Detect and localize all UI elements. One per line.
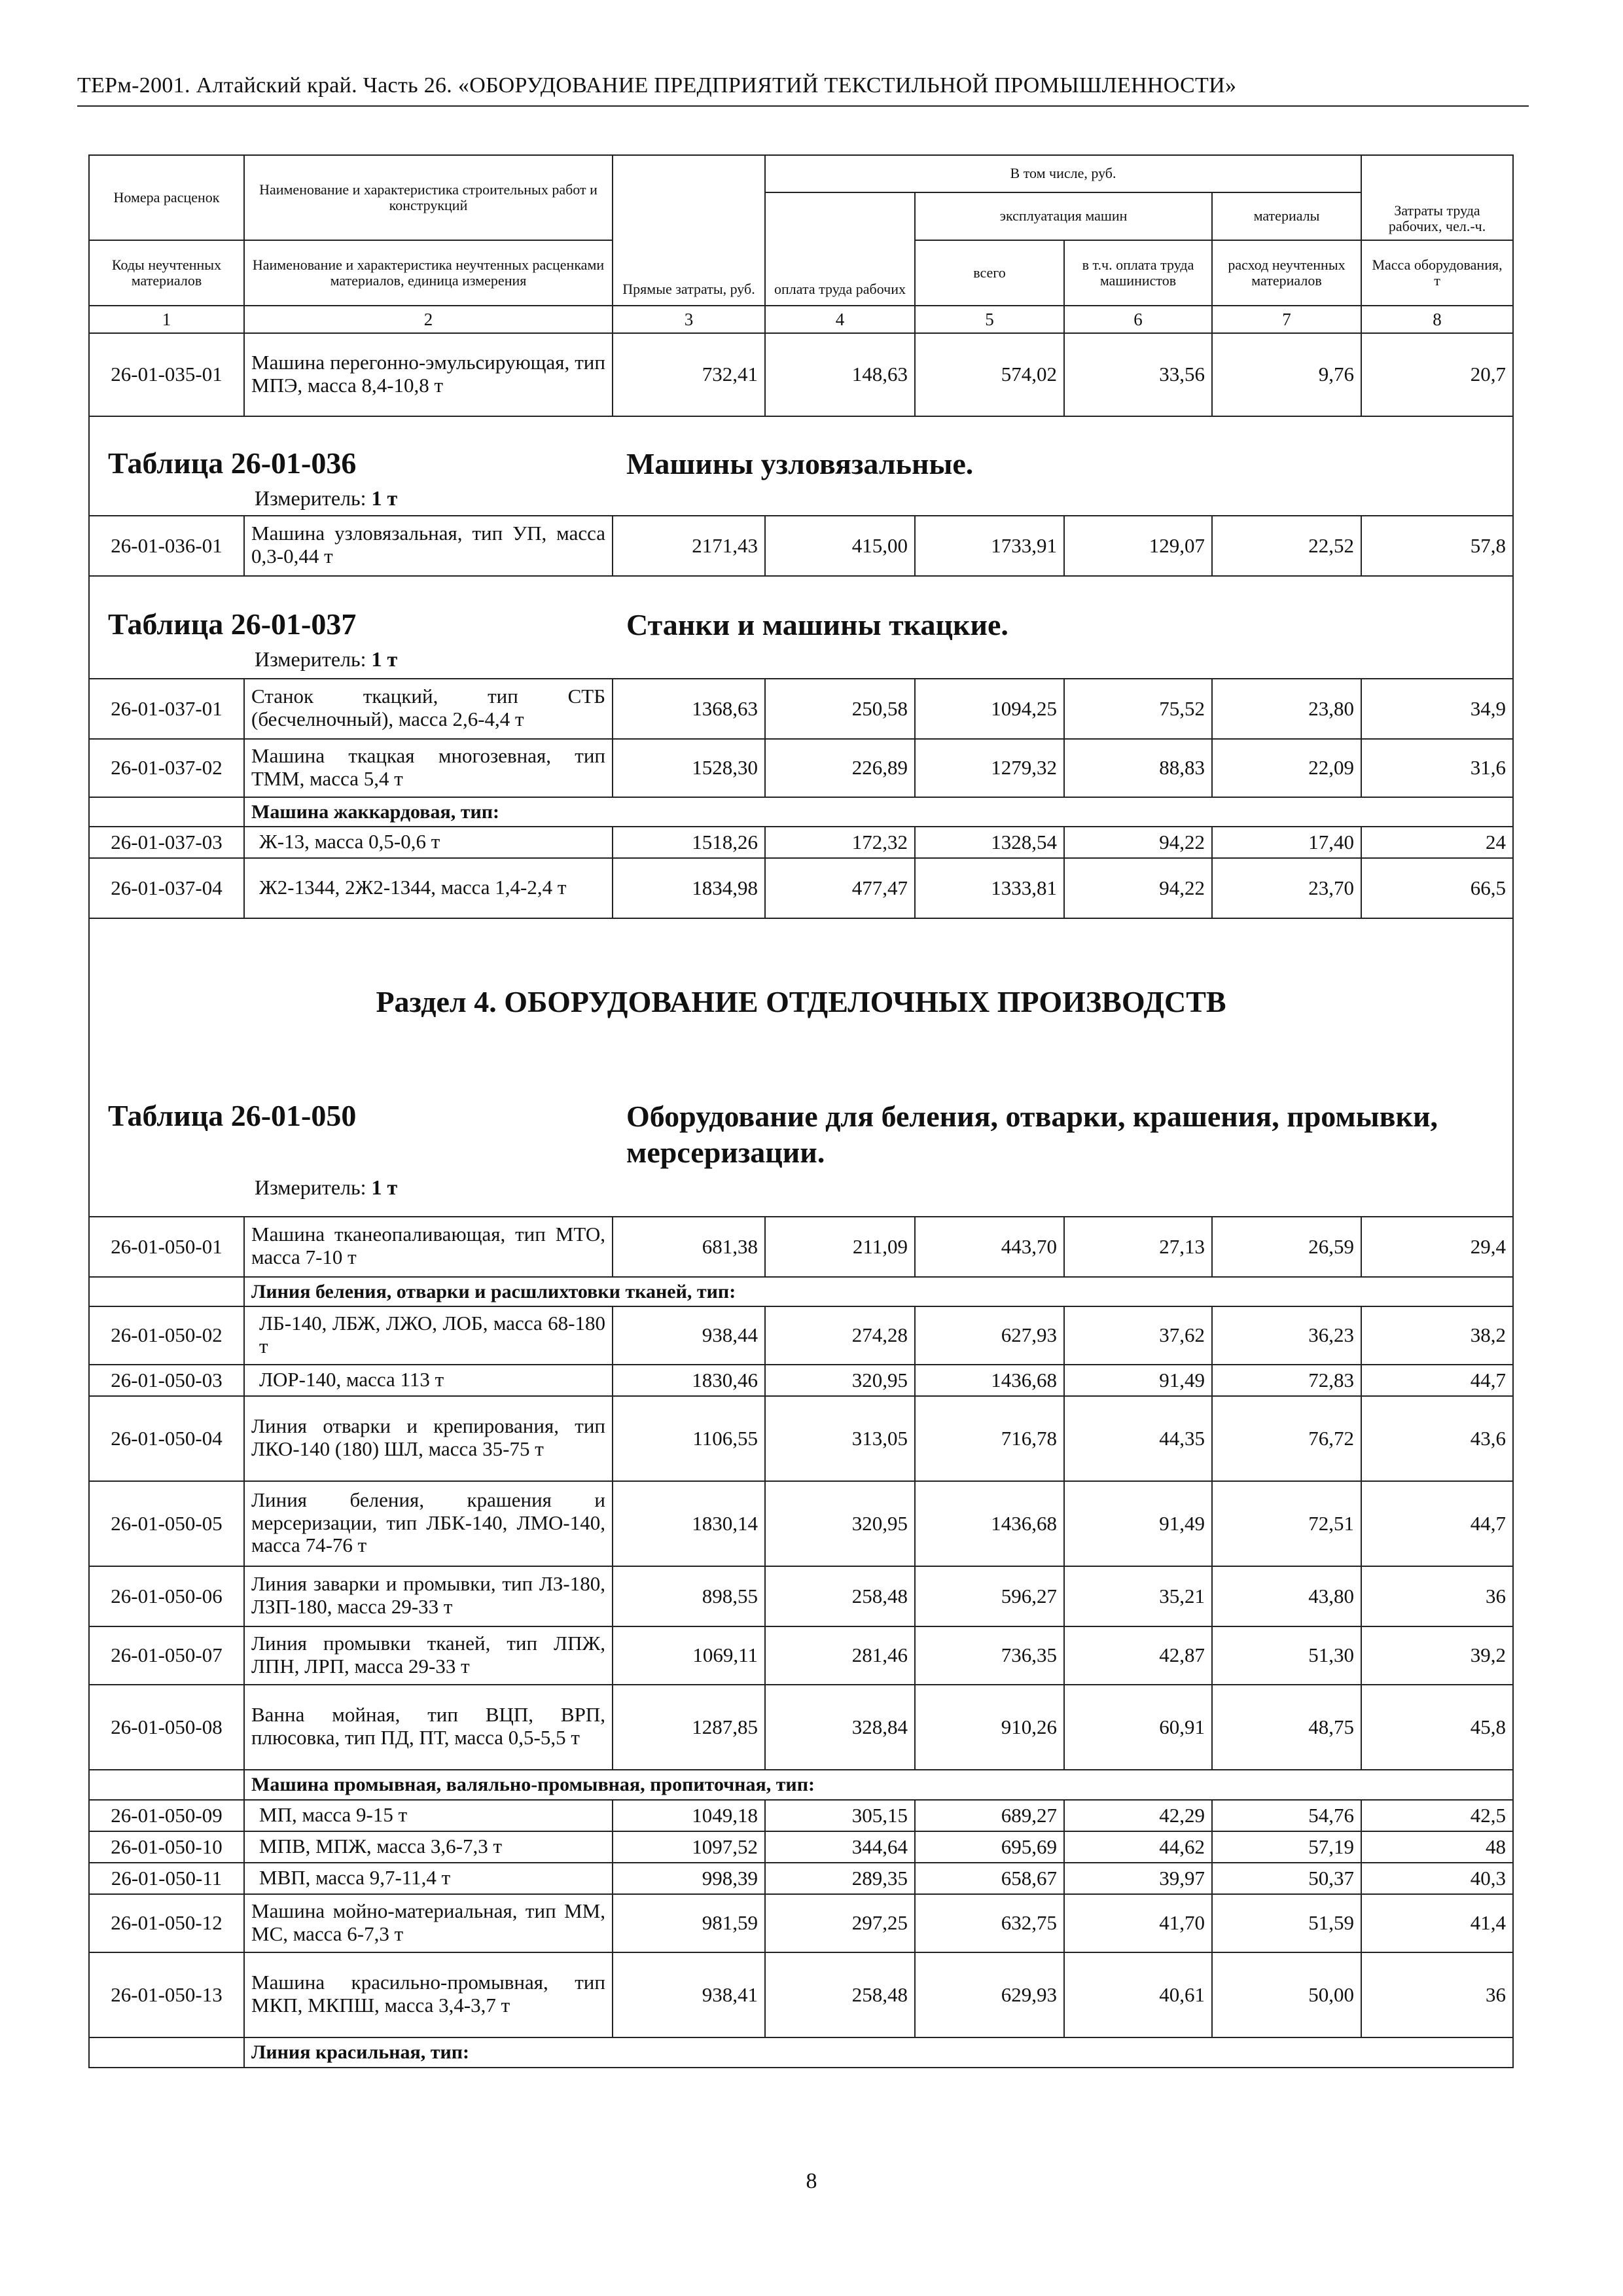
labor-hours: 41,4 xyxy=(1361,1894,1513,1952)
machines-total: 689,27 xyxy=(915,1800,1064,1831)
table-heading: Машины узловязальные. xyxy=(626,447,974,480)
labor-pay: 281,46 xyxy=(765,1626,915,1685)
labor-pay: 250,58 xyxy=(765,679,915,739)
direct-costs: 732,41 xyxy=(613,333,765,416)
machinist-pay: 88,83 xyxy=(1064,739,1212,797)
rate-code: 26-01-050-12 xyxy=(89,1894,244,1952)
rate-code: 26-01-050-07 xyxy=(89,1626,244,1685)
materials: 23,80 xyxy=(1212,679,1361,739)
materials: 17,40 xyxy=(1212,827,1361,858)
direct-costs: 1069,11 xyxy=(613,1626,765,1685)
rate-code: 26-01-037-02 xyxy=(89,739,244,797)
subheading-row xyxy=(89,1770,1513,1800)
labor-pay: 211,09 xyxy=(765,1217,915,1277)
materials: 22,52 xyxy=(1212,516,1361,576)
labor-hours: 40,3 xyxy=(1361,1863,1513,1894)
labor-hours: 42,5 xyxy=(1361,1800,1513,1831)
materials: 26,59 xyxy=(1212,1217,1361,1277)
materials: 48,75 xyxy=(1212,1685,1361,1770)
direct-costs: 938,44 xyxy=(613,1306,765,1365)
rate-name: Ж-13, масса 0,5-0,6 т xyxy=(244,827,613,858)
labor-pay: 320,95 xyxy=(765,1481,915,1566)
machinist-pay: 91,49 xyxy=(1064,1481,1212,1566)
col-number: 6 xyxy=(1064,306,1212,333)
table-row xyxy=(89,333,1513,416)
head-col8-top: Затраты труда рабочих, чел.-ч. xyxy=(1361,155,1513,240)
table-row xyxy=(89,1365,1513,1396)
materials: 50,37 xyxy=(1212,1863,1361,1894)
machines-total: 1436,68 xyxy=(915,1365,1064,1396)
head-including: В том числе, руб. xyxy=(765,155,1361,192)
labor-pay: 258,48 xyxy=(765,1952,915,2037)
subheading-row xyxy=(89,2037,1513,2068)
materials: 50,00 xyxy=(1212,1952,1361,2037)
rate-name: Линия промывки тканей, тип ЛПЖ, ЛПН, ЛРП, масса 29-33 т xyxy=(244,1626,613,1685)
labor-pay: 320,95 xyxy=(765,1365,915,1396)
rate-code: 26-01-036-01 xyxy=(89,516,244,576)
rate-code: 26-01-050-03 xyxy=(89,1365,244,1396)
table-heading: Оборудование для беления, отварки, крашения, промывки, мерсеризации. xyxy=(626,1100,1438,1170)
labor-hours: 48 xyxy=(1361,1831,1513,1863)
direct-costs: 1830,46 xyxy=(613,1365,765,1396)
labor-pay: 305,15 xyxy=(765,1800,915,1831)
labor-hours: 44,7 xyxy=(1361,1481,1513,1566)
table-row xyxy=(89,827,1513,858)
table-row xyxy=(89,1217,1513,1277)
table-row xyxy=(89,1685,1513,1770)
col-number: 1 xyxy=(89,306,244,333)
labor-pay: 415,00 xyxy=(765,516,915,576)
machines-total: 629,93 xyxy=(915,1952,1064,2037)
head-col2-bottom: Наименование и характеристика неучтенных расценками материалов, единица измерения xyxy=(244,240,613,306)
labor-pay: 477,47 xyxy=(765,858,915,918)
section-caption xyxy=(89,918,1513,1217)
rate-code: 26-01-037-01 xyxy=(89,679,244,739)
page-header: ТЕРм-2001. Алтайский край. Часть 26. «ОБОРУДОВАНИЕ ПРЕДПРИЯТИЙ ТЕКСТИЛЬНОЙ ПРОМЫШЛЕННОСТИ» xyxy=(77,73,1237,98)
labor-hours: 66,5 xyxy=(1361,858,1513,918)
col-number: 8 xyxy=(1361,306,1513,333)
header-rule xyxy=(77,105,1529,107)
materials: 76,72 xyxy=(1212,1396,1361,1481)
table-row xyxy=(89,1894,1513,1952)
rate-name: Машина ткацкая многозевная, тип ТММ, масса 5,4 т xyxy=(244,739,613,797)
column-number-row xyxy=(89,306,1513,333)
labor-hours: 43,6 xyxy=(1361,1396,1513,1481)
head-col8-bottom: Масса оборудования, т xyxy=(1361,240,1513,306)
materials: 9,76 xyxy=(1212,333,1361,416)
machinist-pay: 94,22 xyxy=(1064,858,1212,918)
direct-costs: 898,55 xyxy=(613,1566,765,1626)
subheading: Машина жаккардовая, тип: xyxy=(244,797,1513,827)
rate-name: Линия беления, крашения и мерсеризации, тип ЛБК-140, ЛМО-140, масса 74-76 т xyxy=(244,1481,613,1566)
labor-pay: 289,35 xyxy=(765,1863,915,1894)
labor-pay: 172,32 xyxy=(765,827,915,858)
rate-name: Станок ткацкий, тип СТБ (бесчелночный), масса 2,6-4,4 т xyxy=(244,679,613,739)
direct-costs: 681,38 xyxy=(613,1217,765,1277)
labor-hours: 29,4 xyxy=(1361,1217,1513,1277)
materials: 54,76 xyxy=(1212,1800,1361,1831)
machinist-pay: 41,70 xyxy=(1064,1894,1212,1952)
machines-total: 443,70 xyxy=(915,1217,1064,1277)
head-direct-costs: Прямые затраты, руб. xyxy=(613,155,765,306)
head-machines-total: всего xyxy=(915,240,1064,306)
head-machines: эксплуатация машин xyxy=(915,192,1212,240)
machines-total: 1279,32 xyxy=(915,739,1064,797)
labor-hours: 39,2 xyxy=(1361,1626,1513,1685)
direct-costs: 1287,85 xyxy=(613,1685,765,1770)
direct-costs: 1518,26 xyxy=(613,827,765,858)
direct-costs: 2171,43 xyxy=(613,516,765,576)
subheading: Машина промывная, валяльно-промывная, пропиточная, тип: xyxy=(244,1770,1513,1800)
direct-costs: 1049,18 xyxy=(613,1800,765,1831)
col-number: 4 xyxy=(765,306,915,333)
materials: 57,19 xyxy=(1212,1831,1361,1863)
rate-name: МВП, масса 9,7-11,4 т xyxy=(244,1863,613,1894)
table-row xyxy=(89,1863,1513,1894)
rate-name: Машина красильно-промывная, тип МКП, МКПШ, масса 3,4-3,7 т xyxy=(244,1952,613,2037)
labor-hours: 45,8 xyxy=(1361,1685,1513,1770)
labor-hours: 38,2 xyxy=(1361,1306,1513,1365)
labor-pay: 148,63 xyxy=(765,333,915,416)
unit-value: 1 т xyxy=(371,486,398,510)
machines-total: 716,78 xyxy=(915,1396,1064,1481)
rate-name: Линия отварки и крепирования, тип ЛКО-140 (180) ШЛ, масса 35-75 т xyxy=(244,1396,613,1481)
table-row xyxy=(89,1306,1513,1365)
machinist-pay: 42,29 xyxy=(1064,1800,1212,1831)
materials: 51,30 xyxy=(1212,1626,1361,1685)
rate-name: Ванна мойная, тип ВЦП, ВРП, плюсовка, тип ПД, ПТ, масса 0,5-5,5 т xyxy=(244,1685,613,1770)
head-col1-bottom: Коды неучтенных материалов xyxy=(89,240,244,306)
table-row xyxy=(89,1481,1513,1566)
unit-label: Измеритель: xyxy=(255,647,366,671)
rate-name: Машина перегонно-эмульсирующая, тип МПЭ, масса 8,4-10,8 т xyxy=(244,333,613,416)
table-title: Таблица 26-01-050 xyxy=(108,1099,357,1132)
machines-total: 596,27 xyxy=(915,1566,1064,1626)
machinist-pay: 94,22 xyxy=(1064,827,1212,858)
machinist-pay: 42,87 xyxy=(1064,1626,1212,1685)
rate-code: 26-01-050-11 xyxy=(89,1863,244,1894)
unit-line xyxy=(255,486,397,511)
rate-code: 26-01-050-02 xyxy=(89,1306,244,1365)
machinist-pay: 40,61 xyxy=(1064,1952,1212,2037)
unit-line xyxy=(255,1175,397,1200)
rate-code: 26-01-035-01 xyxy=(89,333,244,416)
materials: 22,09 xyxy=(1212,739,1361,797)
machines-total: 1094,25 xyxy=(915,679,1064,739)
machines-total: 910,26 xyxy=(915,1685,1064,1770)
rate-name: Ж2-1344, 2Ж2-1344, масса 1,4-2,4 т xyxy=(244,858,613,918)
machinist-pay: 37,62 xyxy=(1064,1306,1212,1365)
labor-hours: 57,8 xyxy=(1361,516,1513,576)
direct-costs: 1834,98 xyxy=(613,858,765,918)
rate-name: Машина узловязальная, тип УП, масса 0,3-0,44 т xyxy=(244,516,613,576)
rate-name: ЛОР-140, масса 113 т xyxy=(244,1365,613,1396)
table-row xyxy=(89,516,1513,576)
direct-costs: 938,41 xyxy=(613,1952,765,2037)
rate-code: 26-01-050-10 xyxy=(89,1831,244,1863)
machinist-pay: 129,07 xyxy=(1064,516,1212,576)
labor-pay: 344,64 xyxy=(765,1831,915,1863)
machines-total: 1733,91 xyxy=(915,516,1064,576)
table-row xyxy=(89,858,1513,918)
machines-total: 695,69 xyxy=(915,1831,1064,1863)
table-title: Таблица 26-01-037 xyxy=(108,607,357,641)
rate-name: Машина тканеопаливающая, тип МТО, масса 7-10 т xyxy=(244,1217,613,1277)
materials: 23,70 xyxy=(1212,858,1361,918)
labor-pay: 328,84 xyxy=(765,1685,915,1770)
table-row xyxy=(89,1952,1513,2037)
direct-costs: 1830,14 xyxy=(613,1481,765,1566)
rate-code: 26-01-050-01 xyxy=(89,1217,244,1277)
machinist-pay: 27,13 xyxy=(1064,1217,1212,1277)
table-row xyxy=(89,1831,1513,1863)
machines-total: 736,35 xyxy=(915,1626,1064,1685)
subheading-row xyxy=(89,1277,1513,1306)
col-number: 5 xyxy=(915,306,1064,333)
labor-hours: 24 xyxy=(1361,827,1513,858)
rate-name: МПВ, МПЖ, масса 3,6-7,3 т xyxy=(244,1831,613,1863)
labor-hours: 44,7 xyxy=(1361,1365,1513,1396)
unit-label: Измеритель: xyxy=(255,1175,366,1199)
direct-costs: 998,39 xyxy=(613,1863,765,1894)
machinist-pay: 91,49 xyxy=(1064,1365,1212,1396)
direct-costs: 981,59 xyxy=(613,1894,765,1952)
direct-costs: 1368,63 xyxy=(613,679,765,739)
machinist-pay: 33,56 xyxy=(1064,333,1212,416)
table-row xyxy=(89,679,1513,739)
machines-total: 1436,68 xyxy=(915,1481,1064,1566)
machinist-pay: 75,52 xyxy=(1064,679,1212,739)
rate-name: МП, масса 9-15 т xyxy=(244,1800,613,1831)
rate-code: 26-01-050-09 xyxy=(89,1800,244,1831)
direct-costs: 1528,30 xyxy=(613,739,765,797)
rate-code: 26-01-037-03 xyxy=(89,827,244,858)
unit-value: 1 т xyxy=(371,647,398,671)
labor-pay: 226,89 xyxy=(765,739,915,797)
labor-hours: 34,9 xyxy=(1361,679,1513,739)
col-number: 2 xyxy=(244,306,613,333)
materials: 72,83 xyxy=(1212,1365,1361,1396)
table-caption xyxy=(89,576,1513,679)
unit-line xyxy=(255,647,397,672)
labor-pay: 258,48 xyxy=(765,1566,915,1626)
machines-total: 1328,54 xyxy=(915,827,1064,858)
labor-pay: 297,25 xyxy=(765,1894,915,1952)
head-unaccounted-materials: расход неучтенных материалов xyxy=(1212,240,1361,306)
labor-pay: 313,05 xyxy=(765,1396,915,1481)
labor-hours: 36 xyxy=(1361,1566,1513,1626)
head-machinist-pay: в т.ч. оплата труда машинистов xyxy=(1064,240,1212,306)
machinist-pay: 44,35 xyxy=(1064,1396,1212,1481)
labor-hours: 36 xyxy=(1361,1952,1513,2037)
rate-code: 26-01-050-08 xyxy=(89,1685,244,1770)
labor-pay: 274,28 xyxy=(765,1306,915,1365)
materials: 36,23 xyxy=(1212,1306,1361,1365)
head-col2-top: Наименование и характеристика строительных работ и конструкций xyxy=(244,155,613,240)
subheading-row xyxy=(89,797,1513,827)
rate-code: 26-01-050-06 xyxy=(89,1566,244,1626)
head-labor-pay: оплата труда рабочих xyxy=(765,192,915,306)
table-row xyxy=(89,1626,1513,1685)
subheading: Линия беления, отварки и расшлихтовки тканей, тип: xyxy=(244,1277,1513,1306)
page-number: 8 xyxy=(806,2169,817,2193)
machines-total: 627,93 xyxy=(915,1306,1064,1365)
head-materials: материалы xyxy=(1212,192,1361,240)
section-title: Раздел 4. ОБОРУДОВАНИЕ ОТДЕЛОЧНЫХ ПРОИЗВОДСТВ xyxy=(376,985,1226,1018)
materials: 43,80 xyxy=(1212,1566,1361,1626)
rate-name: Линия заварки и промывки, тип ЛЗ-180, ЛЗП-180, масса 29-33 т xyxy=(244,1566,613,1626)
table-title: Таблица 26-01-036 xyxy=(108,446,357,480)
table-row xyxy=(89,1800,1513,1831)
rate-code: 26-01-050-13 xyxy=(89,1952,244,2037)
machines-total: 574,02 xyxy=(915,333,1064,416)
rate-name: ЛБ-140, ЛБЖ, ЛЖО, ЛОБ, масса 68-180 т xyxy=(244,1306,613,1365)
rate-code: 26-01-050-05 xyxy=(89,1481,244,1566)
table-row xyxy=(89,1566,1513,1626)
machines-total: 658,67 xyxy=(915,1863,1064,1894)
head-col1-top: Номера расценок xyxy=(89,155,244,240)
rate-code: 26-01-050-04 xyxy=(89,1396,244,1481)
machinist-pay: 60,91 xyxy=(1064,1685,1212,1770)
machines-total: 1333,81 xyxy=(915,858,1064,918)
machinist-pay: 35,21 xyxy=(1064,1566,1212,1626)
direct-costs: 1097,52 xyxy=(613,1831,765,1863)
direct-costs: 1106,55 xyxy=(613,1396,765,1481)
subheading: Линия красильная, тип: xyxy=(244,2037,1513,2068)
labor-hours: 20,7 xyxy=(1361,333,1513,416)
price-table xyxy=(88,154,1514,2068)
rate-name: Машина мойно-материальная, тип ММ, МС, масса 6-7,3 т xyxy=(244,1894,613,1952)
col-number: 7 xyxy=(1212,306,1361,333)
col-number: 3 xyxy=(613,306,765,333)
table-caption xyxy=(89,416,1513,516)
machinist-pay: 44,62 xyxy=(1064,1831,1212,1863)
materials: 51,59 xyxy=(1212,1894,1361,1952)
table-heading: Станки и машины ткацкие. xyxy=(626,608,1008,641)
machinist-pay: 39,97 xyxy=(1064,1863,1212,1894)
labor-hours: 31,6 xyxy=(1361,739,1513,797)
materials: 72,51 xyxy=(1212,1481,1361,1566)
table-row xyxy=(89,1396,1513,1481)
unit-label: Измеритель: xyxy=(255,486,366,510)
table-row xyxy=(89,739,1513,797)
rate-code: 26-01-037-04 xyxy=(89,858,244,918)
unit-value: 1 т xyxy=(371,1175,398,1199)
machines-total: 632,75 xyxy=(915,1894,1064,1952)
